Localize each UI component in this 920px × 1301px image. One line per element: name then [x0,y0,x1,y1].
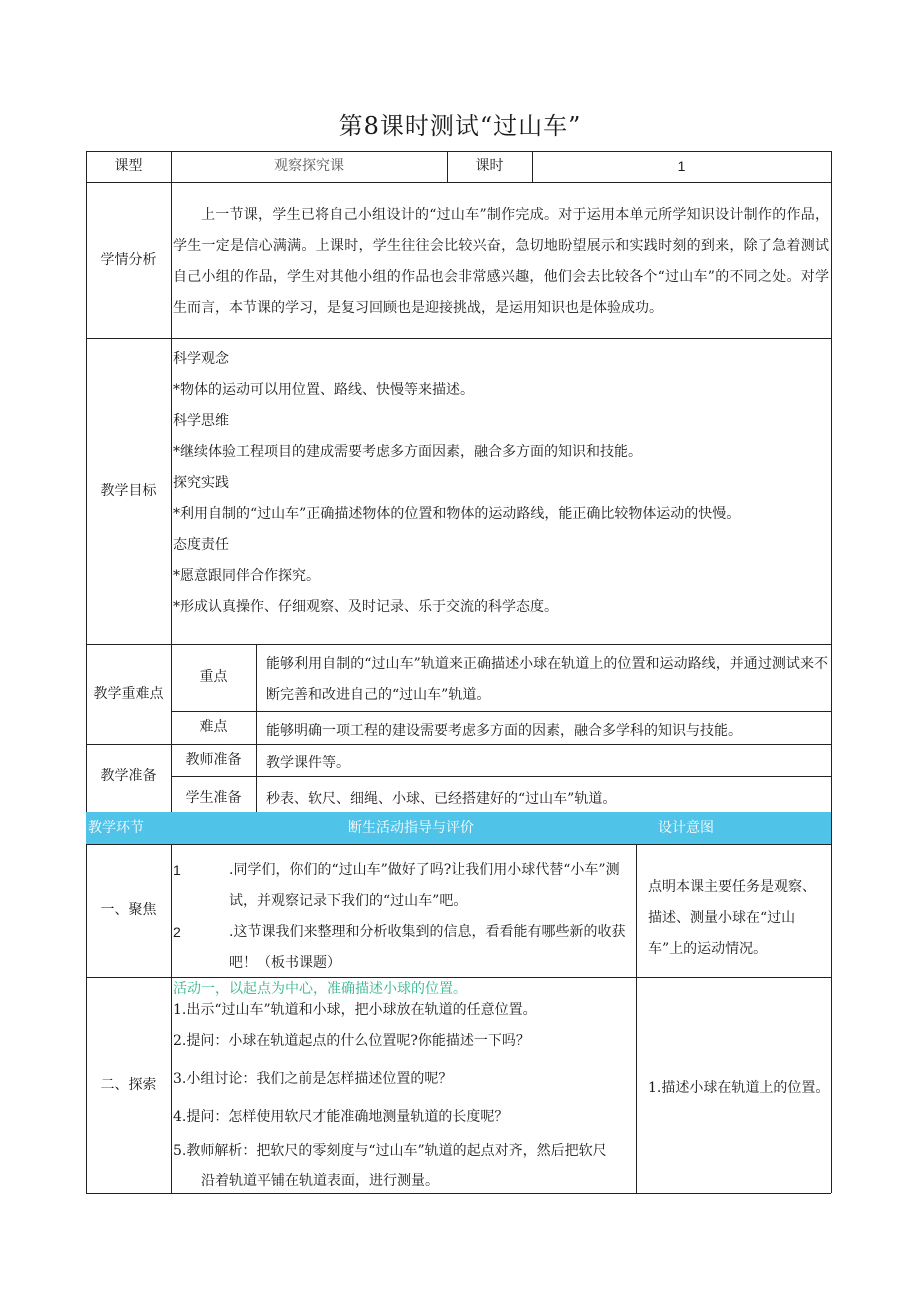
analysis-paragraph: 上一节课，学生已将自己小组设计的“过山车”制作完成。对于运用本单元所学知识设计制作的作品，学生一定是信心满满。上课时，学生往往会比较兴奋，急切地盼望展示和实践时刻的到来，除了急着测试自己小组的作品，学生对其他小组的作品也会非常感兴趣，他们会去比较各个“过山车”的不同之处。对学生而言，本节课的学习，是复习回顾也是迎接挑战，是运用知识也是体验成功。 [173,207,829,316]
page-title: 第8课时测试“过山车” [338,112,582,140]
focus-item-text: .这节课我们来整理和分析收集到的信息，看看能有哪些新的收获吧！（板书课题） [229,924,626,971]
difficult-point-label: 难点 [199,719,228,735]
explore-label: 二、探索 [100,1076,157,1093]
goal-heading: 态度责任 [173,537,229,553]
focus-item [173,917,631,979]
lesson-type-label: 课型 [114,158,143,174]
goal-item: *继续体验工程项目的建成需要考虑多方面因素，融合多方面的知识和技能。 [173,444,642,460]
header-activity: 断生活动指导与评价 [348,819,474,836]
explore-intent: 1.描述小球在轨道上的位置。 [648,1080,830,1096]
key-point-label: 重点 [199,669,228,685]
student-prep-label: 学生准备 [185,789,242,806]
goals-label: 教学目标 [100,482,157,499]
goal-heading: 科学思维 [173,413,229,429]
goal-item: *愿意跟同伴合作探究。 [173,568,320,584]
row-divider [86,844,831,845]
focus-content [173,855,631,979]
difficult-point-text: 能够明确一项工程的建设需要考虑多方面的因素，融合多学科的知识与技能。 [266,723,742,739]
student-prep-text: 秒表、软尺、细绳、小球、已经搭建好的“过山车”轨道。 [266,791,617,807]
focus-item-text: .同学们，你们的“过山车”做好了吗?让我们用小球代替“小车”测试，并观察记录下我们的“过山车”吧。 [229,862,620,909]
row-divider [171,711,831,712]
explore-item: 5.教师解析：把软尺的零刻度与“过山车”轨道的起点对齐，然后把软尺 [173,1143,607,1159]
explore-content [173,980,635,1196]
focus-label: 一、聚焦 [100,902,157,918]
goal-item: *形成认真操作、仔细观察、及时记录、乐于交流的科学态度。 [173,599,558,615]
explore-item: 沿着轨道平铺在轨道表面，进行测量。 [201,1173,439,1189]
prep-label: 教学准备 [100,767,157,784]
focus-intent: 点明本课主要任务是观察、描述、测量小球在“过山车”上的运动情况。 [648,879,816,957]
focus-item [173,855,631,917]
row-divider [86,182,831,183]
lesson-hours-label: 课时 [475,158,504,174]
key-point-text: 能够利用自制的“过山车”轨道来正确描述小球在轨道上的位置和运动路线，并通过测试来不断完善和改进自己的“过山车”轨道。 [266,656,828,703]
lesson-hours-value: 1 [677,158,686,174]
goal-heading: 探究实践 [173,475,229,491]
explore-item: 2.提问：小球在轨道起点的什么位置呢?你能描述一下吗？ [173,1033,530,1049]
explore-item: 1.出示“过山车”轨道和小球，把小球放在轨道的任意位置。 [173,1002,537,1018]
keypoints-label: 教学重难点 [93,685,164,702]
row-divider [86,338,831,339]
teacher-prep-label: 教师准备 [185,751,242,768]
analysis-label: 学情分析 [100,251,157,268]
header-stage: 教学环节 [88,819,144,836]
explore-item: 4.提问：怎样使用软尺才能准确地测量轨道的长度呢？ [173,1109,509,1125]
section-header-bar [86,812,831,844]
explore-activity-title: 活动一，以起点为中心，准确描述小球的位置。 [173,981,467,997]
focus-item-number: 2 [173,924,181,940]
lesson-type-value: 观察探究课 [274,158,344,174]
header-intent: 设计意图 [658,819,714,836]
explore-item: 3.小组讨论：我们之前是怎样描述位置的呢？ [173,1071,453,1087]
goals-content [173,344,829,623]
col-divider [256,644,257,812]
goal-item: *物体的运动可以用位置、路线、快慢等来描述。 [173,382,474,398]
col-divider [636,844,637,1193]
focus-item-number: 1 [173,862,181,878]
goal-item: *利用自制的“过山车”正确描述物体的位置和物体的运动路线，能正确比较物体运动的快慢。 [173,506,741,522]
teacher-prep-text: 教学课件等。 [266,755,350,771]
table-border-right [831,151,832,1193]
goal-heading: 科学观念 [173,351,229,367]
analysis-text [173,200,829,336]
